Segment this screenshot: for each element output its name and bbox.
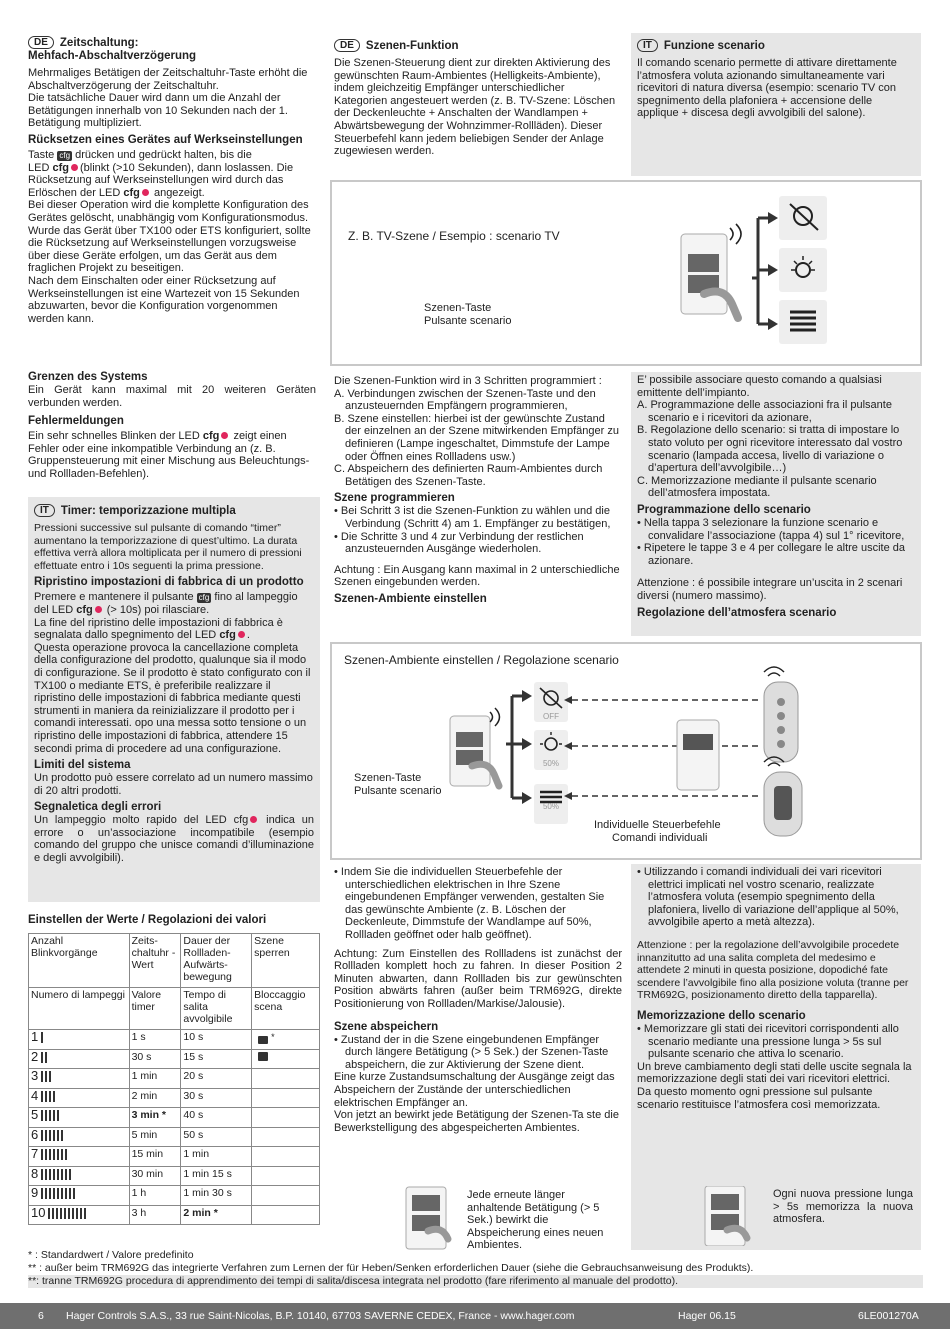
footnotes <box>28 1249 923 1288</box>
shutter-time-value: 1 min <box>181 1147 252 1167</box>
blink-count: 1 <box>31 1029 39 1044</box>
figure-label: Szenen-Taste <box>354 772 422 784</box>
blink-bars-icon <box>41 1110 61 1122</box>
timer-value: 1 min <box>129 1069 181 1089</box>
section-title: Timer: temporizzazione multipla <box>60 505 236 517</box>
led-dot-icon <box>250 816 257 823</box>
shutter-time-value: 10 s <box>181 1030 252 1050</box>
paragraph: Un lampeggio molto rapido del LED cfg indica un errore o un’associazione incompatibile (esempio comando del gruppo che unisce comandi d’illuminazione e degli avvolgibili). <box>34 814 314 865</box>
shutter-time-value: 20 s <box>181 1069 252 1089</box>
blink-count: 7 <box>31 1146 39 1161</box>
lang-badge-de: DE <box>28 36 54 49</box>
percent-label: 50% <box>542 802 560 811</box>
remote-control-icon <box>764 757 802 836</box>
table-row <box>29 1108 320 1128</box>
list-item: • Die Schritte 3 und 4 zur Verbindung der restlichen anzusteuernden Ausgänge wiederholen. <box>334 530 584 556</box>
list-item: • Memorizzare gli stati dei ricevitori corrispondenti allo scenario mediante una pressione lunga > 5s sul pulsante scenario che attiva lo scenario. <box>637 1022 899 1061</box>
section-title: Segnaletica degli errori <box>34 801 162 814</box>
paragraph: Eine kurze Zustandsumschaltung der Ausgänge zeigt das Abspeichern der Zustände der unterschiedlichen elektrischen Empfänger an. <box>334 1071 615 1109</box>
table-row <box>29 1127 320 1147</box>
paragraph: Die tatsächliche Dauer wird dann um die Anzahl der Betätigungen innerhalb von 10 Sekunden nach der 1. Betätigung multipliziert. <box>28 92 288 130</box>
list-item: • Utilizzando i comandi individuali dei vari ricevitori elettrici implicati nel vostro scenario, realizzate l’atmosfera voluta (esempio spegnimento della plafoniera, livello di variazione dell’applique al 50%, avvolgibile aperto a metà altezza). <box>637 866 899 929</box>
figure-tv-scene <box>330 180 922 366</box>
blink-bars-icon <box>41 1052 49 1064</box>
led-dot-icon <box>71 164 78 171</box>
paragraph: E’ possibile associare questo comando a qualsiasi emittente dell’impianto. <box>637 374 882 399</box>
table-row <box>29 1147 320 1167</box>
right-top-it <box>631 33 921 176</box>
paragraph: Ein sehr schnelles Blinken der LED cfg zeigt einen Fehler oder eine inkompatible Verbindung an (z. B. Gruppensteuerung mit einer Mischung aus Beleuchtungs- und Rollladen-Befehlen). <box>28 430 310 480</box>
blink-bars-icon <box>41 1149 69 1161</box>
blink-count: 2 <box>31 1048 39 1064</box>
figure-scene-adjust <box>330 642 922 860</box>
cfg-key-icon: cfg <box>198 593 210 603</box>
timer-value: 5 min <box>129 1127 181 1147</box>
shutter-time-value: 30 s <box>181 1088 252 1108</box>
values-table <box>28 933 320 1225</box>
timer-value: 30 s <box>129 1049 181 1069</box>
shutter-time-value: 40 s <box>181 1108 252 1128</box>
blink-bars-icon <box>41 1169 73 1181</box>
paragraph: Da questo momento ogni pressione sul pulsante scenario restituisce l’atmosfera così memorizzata. <box>637 1085 881 1111</box>
paragraph: Bei dieser Operation wird die komplette Konfiguration des Gerätes gelöscht, unabhängig vom Konfigurationsmodus. <box>28 199 309 224</box>
company-address: Hager Controls S.A.S., 33 rue Saint-Nicolas, B.P. 10140, 67703 SAVERNE CEDEX, France - www.hager.com <box>66 1310 575 1322</box>
mid-save-note <box>400 1185 620 1253</box>
shutter-switch-icon <box>677 720 719 790</box>
paragraph: Mehrmaliges Betätigen der Zeitschaltuhr-Taste erhöht die Abschaltverzögerung der Zeitschaltuhr. <box>28 67 308 92</box>
blink-bars-icon <box>41 1188 77 1200</box>
values-table-section <box>28 912 320 1225</box>
blink-count: 6 <box>31 1126 39 1142</box>
percent-label: 50% <box>542 759 560 768</box>
list-item: • Nella tappa 3 selezionare la funzione scenario e convalidare l’associazione (tappa 4) sul 1° ricevitore, <box>637 516 905 542</box>
shutter-time-value: 50 s <box>181 1127 252 1147</box>
list-item: C. Memorizzazione mediante il pulsante scenario dell’atmosfera impostata. <box>637 474 877 500</box>
switch-press-icon <box>400 1185 460 1251</box>
right-steps-it <box>631 372 921 636</box>
table-row <box>29 1069 320 1089</box>
table-row <box>29 1205 320 1225</box>
led-dot-icon <box>142 189 149 196</box>
led-dot-icon <box>221 432 228 439</box>
footnote: **: tranne TRM692G procedura di apprendimento dei tempi di salita/discesa integrata nel prodotto (fare riferimento al manuale del prodotto). <box>28 1275 923 1288</box>
list-item: • Zustand der in die Szene eingebundenen Empfänger durch längere Betätigung (> 5 Sek.) der Szenen-Taste abspeichern, die zur Aktivierung der Szene dient. <box>334 1033 609 1071</box>
page-footer <box>0 1303 950 1329</box>
mid-ambient-de <box>334 866 622 1134</box>
section-title: Rücksetzen eines Gerätes auf Werkseinstellungen <box>28 133 303 146</box>
lang-badge-it: IT <box>34 504 55 517</box>
shutter-time-value: 1 min 30 s <box>181 1186 252 1206</box>
section-title: Ripristino impostazioni di fabbrica di un prodotto <box>34 576 304 589</box>
paragraph: Un prodotto può essere correlato ad un numero massimo di 20 altri prodotti. <box>34 772 313 797</box>
paragraph: Ein Gerät kann maximal mit 20 weiteren Geräten verbunden werden. <box>28 384 316 409</box>
footnote-marker: * <box>271 1032 275 1042</box>
unlock-icon <box>258 1036 268 1044</box>
section-title: Programmazione dello scenario <box>637 503 811 516</box>
date-label: Hager 06.15 <box>678 1310 736 1322</box>
table-row <box>29 1030 320 1050</box>
paragraph: Nach dem Einschalten oder einer Rücksetzung auf Werkseinstellungen ist eine Wartezeit von 15 Sekunden abzuwarten, bevor die Konfiguration vorgenommen werden kann. <box>28 274 300 325</box>
section-title: Szene programmieren <box>334 492 455 505</box>
table-header-row: Numero di lampeggi Valore timer Tempo di salita avvolgibile Bloccaggio scena <box>29 988 320 1030</box>
page-number: 6 <box>38 1310 44 1322</box>
paragraph: Attenzione : per la regolazione dell’avvolgibile procedete innanzitutto ad una salita completa del medesimo e attendete 2 minuti in questa posizione, dopodiché fate scendere l’avvolgibile fino alla posizione voluta (tranne per TRM692G, posizionamento diretto della tapparella). <box>637 938 909 1002</box>
paragraph: Premere e mantenere il pulsante cfg fino al lampeggio del LED cfg (> 10s) poi rilasciare. La fine del ripristino delle impostazioni di fabbrica è segnalata dallo spegnimento del LED cfg . <box>34 591 298 642</box>
table-header-row: Anzahl Blinkvorgänge Zeits-chaltuhr -Wert Dauer der Rollladen-Aufwärts-bewegung Szene sperren <box>29 934 320 988</box>
paragraph: Wurde das Gerät über TX100 oder ETS konfiguriert, sollte die Rücksetzung auf Werkseinstellungen vorzugsweise über diese Geräte erfolgen, um das Gerät aus dem fraglichen Projekt zu beseitigen. <box>28 224 311 275</box>
shutter-time-value: 2 min * <box>181 1205 252 1225</box>
section-title: Szene abspeichern <box>334 1020 439 1033</box>
light-off-icon <box>779 196 827 240</box>
list-item: A. Programmazione delle associazioni fra il pulsante scenario e i ricevitori da azionare, <box>637 399 892 424</box>
table-row <box>29 1049 320 1069</box>
table-title: Einstellen der Werte / Regolazioni dei valori <box>28 914 267 926</box>
blink-count: 5 <box>31 1107 39 1122</box>
shutter-time-value: 15 s <box>181 1049 252 1069</box>
shutter-time-value: 1 min 15 s <box>181 1166 252 1186</box>
lang-badge-de: DE <box>334 39 360 52</box>
table-row <box>29 1186 320 1206</box>
section-title: Limiti del sistema <box>34 759 131 772</box>
remote-control-icon <box>764 667 798 762</box>
wall-switch-icon <box>450 708 500 786</box>
section-title: Grenzen des Systems <box>28 371 148 383</box>
paragraph: Von jetzt an bewirkt jede Betätigung der Szenen-Ta ste die Bewerkstelligung des abgespeicherten Ambientes. <box>334 1109 619 1134</box>
section-title: Memorizzazione dello scenario <box>637 1009 806 1022</box>
list-item: B. Szene einstellen: hierbei ist der gewünschte Zustand der einzelnen an der Szene mitwirkenden Empfänger zu definieren (Lampe ingeschaltet, Dimmstufe der Lampe oder Öffnen eines Rollladens usw.) <box>334 412 619 463</box>
led-dot-icon <box>95 606 102 613</box>
mid-steps-de <box>334 375 622 606</box>
timer-value: 1 s <box>129 1030 181 1050</box>
table-row <box>29 1166 320 1186</box>
section-title: Szenen-Funktion <box>365 40 459 52</box>
blink-count: 4 <box>31 1087 39 1103</box>
list-item: • Indem Sie die individuellen Steuerbefehle der unterschiedlichen elektrischen in Ihre Szene eingebundenen Empfänger verwenden, gestalten Sie das gewünschte Ambiente (z. B. Löschen der Deckenleute, Dimmstufe der Wandlampe auf 50%, Rollladen geöffnet oder halb geöffnet). <box>334 866 605 941</box>
section-title: Funzione scenario <box>663 40 765 52</box>
paragraph: Die Szenen-Funktion wird in 3 Schritten programmiert : <box>334 375 602 387</box>
paragraph: Ogni nuova pressione lunga > 5s memorizza la nuova atmosfera. <box>773 1188 913 1226</box>
wall-switch-icon <box>681 224 741 318</box>
timer-value: 1 h <box>129 1186 181 1206</box>
mid-top-de <box>334 37 620 158</box>
figure-label: Pulsante scenario <box>424 315 512 327</box>
lock-icon <box>258 1052 268 1061</box>
list-item: A. Verbindungen zwischen der Szenen-Taste und den anzusteuernden Empfängern programmieren, <box>334 387 596 413</box>
blink-count: 9 <box>31 1185 39 1200</box>
section-title: Regolazione dell’atmosfera scenario <box>637 606 837 619</box>
paragraph: Achtung : Ein Ausgang kann maximal in 2 unterschiedliche Szenen eingebunden werden. <box>334 563 620 589</box>
list-item: • Bei Schritt 3 ist die Szenen-Funktion zu wählen und die Verbindung (Schritt 4) am 1. Empfänger zu bestätigen, <box>334 505 611 530</box>
table-row <box>29 1088 320 1108</box>
blink-count: 3 <box>31 1068 39 1083</box>
list-item: • Ripetere le tappe 3 e 4 per collegare le altre uscite da azionare. <box>637 542 906 567</box>
figure-label: Individuelle Steuerbefehle <box>594 819 721 831</box>
blink-bars-icon <box>48 1208 88 1220</box>
paragraph: Taste cfg drücken und gedrückt halten, bis die LED cfg (blinkt (>10 Sekunden), dann loslassen. Die Rücksetzung auf Werkseinstellungen wird durch das Erlöschen der LED cfg angezeigt. <box>28 148 294 199</box>
blink-bars-icon <box>41 1071 53 1083</box>
table-body <box>29 1030 320 1225</box>
figure-label: Pulsante scenario <box>354 785 442 797</box>
blink-count: 8 <box>31 1165 39 1181</box>
section-title: Mehfach-Abschaltverzögerung <box>28 50 197 62</box>
paragraph: Questa operazione provoca la cancellazione completa della configurazione del prodotto, qualunque sia il modo di configurazione. Se il prodotto è stato configurato con il TX100 o mediante ETS, è preferibile realizzare il ripristino delle impostazioni di fabbrica mediante questi strumenti in maniera da reinizializzare il prodotto per i comandi interessati. opo una messa sotto tensione o un ripristino delle impostazioni di fabbrica, attendere 15 secondi prima di procedere ad una configurazione. <box>34 641 311 755</box>
right-ambient-it <box>631 864 921 1250</box>
light-on-icon <box>779 248 827 292</box>
timer-value: 2 min <box>129 1088 181 1108</box>
footnote: ** : außer beim TRM692G das integrierte Verfahren zum Lernen der für Heben/Senken erforderlichen Dauer (siehe die Gebrauchsanweisung des Produkts). <box>28 1262 754 1274</box>
scene-diagram <box>332 182 922 366</box>
timer-value: 30 min <box>129 1166 181 1186</box>
led-dot-icon <box>238 631 245 638</box>
figure-label: Szenen-Taste <box>424 302 492 314</box>
left-column-de <box>28 34 316 325</box>
list-item: C. Abspeichern des definierten Raum-Ambientes durch Betätigen des Szenen-Taste. <box>334 463 603 488</box>
paragraph: Die Szenen-Steuerung dient zur direkten Aktivierung des gewünschten Raum-Ambientes (Helligkeits-Ambiente), indem gleichzeitig Empfänger unterschiedlicher Kategorien angesteuert werden (z. B. TV-Szene: Löschen der Deckenleuchte + Anschalten der Wandlampen + Abwärtsbewegung der Wohnzimmer-Rollläden). Dieser Steuerbefehl kann jedem beliebigen Sender der Anlage zugewiesen werden. <box>334 57 616 158</box>
section-title: Fehlermeldungen <box>28 415 124 428</box>
blink-bars-icon <box>41 1130 65 1142</box>
section-title: Zeitschaltung: <box>59 37 139 49</box>
figure-label: Comandi individuali <box>612 832 708 844</box>
paragraph: Attenzione : é possibile integrare un’uscita in 2 scenari diversi (numero massimo). <box>637 577 903 602</box>
save-note-it <box>701 1186 915 1246</box>
off-label: OFF <box>543 712 559 721</box>
paragraph: Il comando scenario permette di attivare direttamente l’atmosfera voluta azionando simultaneamente vari ricevitori di natura diversa (esempio: scenario TV con spegnimento della plafoniera + accensione delle applique + discesa degli avvolgibili del salone). <box>637 57 897 120</box>
figure-title: Z. B. TV-Szene / Esempio : scenario TV <box>348 229 560 243</box>
scene-adjust-diagram <box>332 644 922 860</box>
list-item: B. Regolazione dello scenario: si tratta di impostare lo stato voluto per ogni ricevitore interessato dal vostro scenario (lampada accesa, livello di variazione o d’apertura dell’avvolgibile…) <box>637 424 903 475</box>
shutter-icon <box>779 300 827 344</box>
paragraph: Pressioni successive sul pulsante di comando “timer” aumentano la temporizzazione di quest’ultimo. La durata effettiva verrà allora moltiplicata per il numero di pressioni effettuate entro i 10s seguenti la prima pressione. <box>34 522 302 572</box>
paragraph: Jede erneute länger anhaltende Betätigung (> 5 Sek.) bewirkt die Abspeicherung eines neuen Ambientes. <box>467 1189 604 1252</box>
blink-count: 10 <box>31 1204 46 1220</box>
paragraph: Un breve cambiamento degli stati delle uscite segnala la memorizzazione degli stati dei vari ricevitori elettrici. <box>637 1060 912 1086</box>
left-column-it <box>28 497 320 902</box>
document-ref: 6LE001270A <box>858 1310 919 1322</box>
section-title: Szenen-Ambiente einstellen <box>334 592 487 605</box>
cfg-key-icon: cfg <box>59 150 71 160</box>
timer-value: 3 h <box>129 1205 181 1225</box>
footnote: * : Standardwert / Valore predefinito <box>28 1249 194 1261</box>
blink-bars-icon <box>41 1032 45 1044</box>
timer-value: 3 min * <box>129 1108 181 1128</box>
paragraph: Achtung: Zum Einstellen des Rollladens ist zunächst der Rollladen komplett hoch zu fahren. In dieser Position 2 Minuten abwarten, dann Rollladen bis zur gewünschten Position abwärts fahren (außer beim TRM692G, direkte Positionierung von Rollladen/Markise/Jalousie). <box>334 947 622 1010</box>
timer-value: 15 min <box>129 1147 181 1167</box>
left-grenzen <box>28 369 316 481</box>
blink-bars-icon <box>41 1091 57 1103</box>
lang-badge-it: IT <box>637 39 658 52</box>
figure-title: Szenen-Ambiente einstellen / Regolazione scenario <box>344 653 619 667</box>
switch-press-icon <box>701 1186 761 1246</box>
